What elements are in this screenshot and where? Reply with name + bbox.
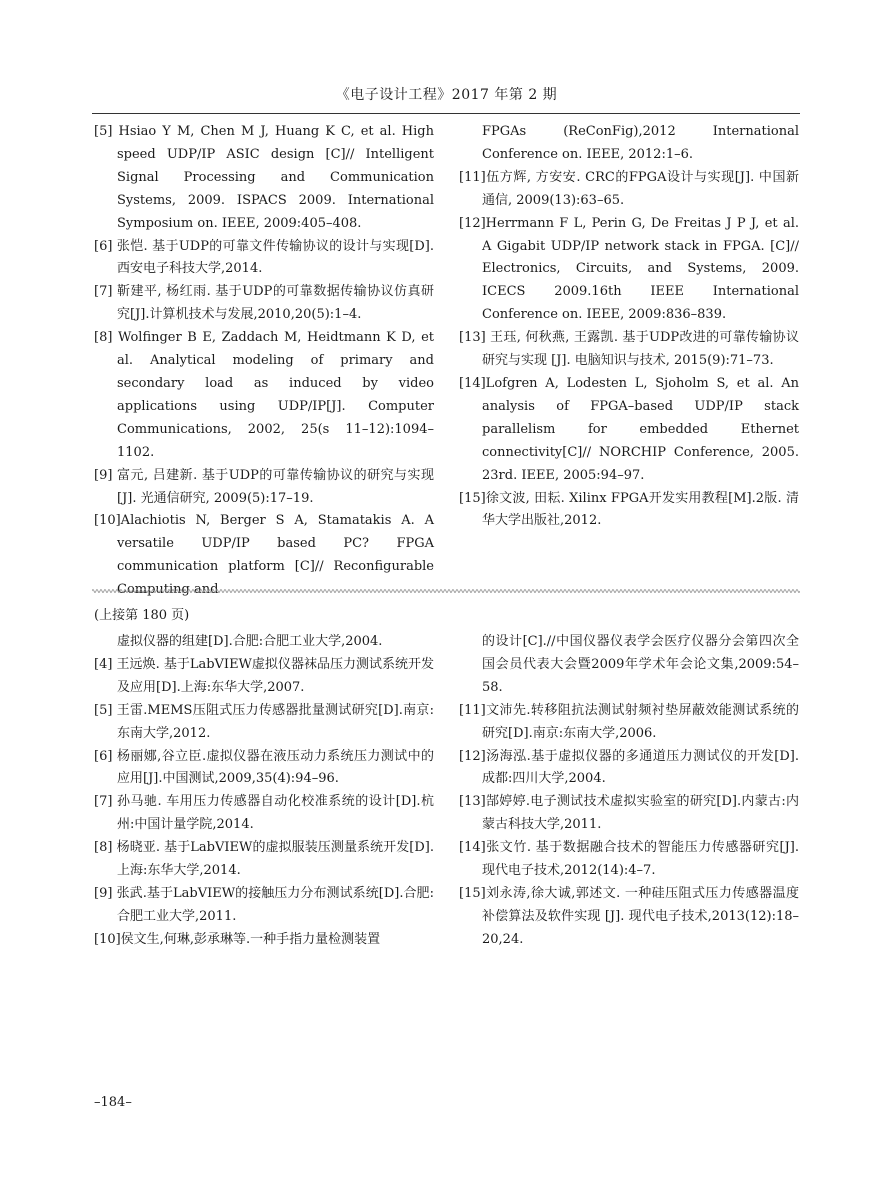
reference-item: [15]徐文波, 田耘. Xilinx FPGA开发实用教程[M].2版. 清华大学出版社,2012.: [459, 490, 799, 529]
reference-item: [12]Herrmann F L, Perin G, De Freitas J P J, et al. A Gigabit UDP/IP network stack in FPGA. [C]// Electronics, Circuits, and Systems, 2009. ICECS 2009.16th IEEE International Conference on. IEEE, 2009:836–839.: [459, 215, 799, 323]
reference-item: [7] 靳建平, 杨红雨. 基于UDP的可靠数据传输协议仿真研究[J].计算机技术与发展,2010,20(5):1–4.: [94, 284, 434, 323]
wavy-separator: [92, 588, 800, 594]
reference-item: [5] Hsiao Y M, Chen M J, Huang K C, et al. High speed UDP/IP ASIC design [C]// Intelligent Signal Processing and Communication Systems, 2009. ISPACS 2009. International Symposium on. IEEE, 2009:405–408.: [94, 124, 434, 231]
reference-item: [14]Lofgren A, Lodesten L, Sjoholm S, et al. An analysis of FPGA–based UDP/IP stack parallelism for embedded Ethernet connectivity[C]// NORCHIP Conference, 2005. 23rd. IEEE, 2005:94–97.: [459, 375, 799, 483]
reference-item: [9] 富元, 吕建新. 基于UDP的可靠传输协议的研究与实现[J]. 光通信研究, 2009(5):17–19.: [94, 467, 434, 506]
reference-item: [12]汤海泓.基于虚拟仪器的多通道压力测试仪的开发[D].成都:四川大学,2004.: [459, 748, 799, 787]
journal-header: 《电子设计工程》2017 年第 2 期: [335, 87, 558, 103]
reference-item: [14]张文竹. 基于数据融合技术的智能压力传感器研究[J]. 现代电子技术,2012(14):4–7.: [459, 840, 799, 879]
reference-item: [11]伍方辉, 方安安. CRC的FPGA设计与实现[J]. 中国新通信, 2009(13):63–65.: [459, 169, 799, 208]
reference-item: [5] 王雷.MEMS压阻式压力传感器批量测试研究[D].南京:东南大学,2012.: [94, 702, 434, 741]
reference-item: [8] 杨晓亚. 基于LabVIEW的虚拟服装压测量系统开发[D].上海:东华大学,2014.: [94, 840, 434, 879]
reference-item: [15]刘永涛,徐大诚,郭述文. 一种硅压阻式压力传感器温度补偿算法及软件实现 [J]. 现代电子技术,2013(12):18–20,24.: [459, 885, 799, 947]
reference-item: [13]郜婷婷.电子测试技术虚拟实验室的研究[D].内蒙古:内蒙古科技大学,2011.: [459, 794, 799, 833]
reference-item: [7] 孙马驰. 车用压力传感器自动化校准系统的设计[D].杭州:中国计量学院,2014.: [94, 794, 434, 833]
reference-item: [4] 王远焕. 基于LabVIEW虚拟仪器袜品压力测试系统开发及应用[D].上海:东华大学,2007.: [94, 656, 434, 695]
reference-item: [8] Wolfinger B E, Zaddach M, Heidtmann K D, et al. Analytical modeling of primary and secondary load as induced by video applications using UDP/IP[J]. Computer Communications, 2002, 25(s 11–12):1094–1102.: [94, 330, 434, 460]
reference-continuation: 虚拟仪器的组建[D].合肥:合肥工业大学,2004.: [117, 634, 383, 649]
reference-item: [10]侯文生,何琳,彭承琳等.一种手指力量检测装置: [94, 931, 381, 947]
header-rule: [92, 113, 800, 114]
reference-item: [10]Alachiotis N, Berger S A, Stamatakis A. A versatile UDP/IP based PC? FPGA communication platform [C]// Reconfigurable Computing and: [94, 513, 434, 598]
page-number: –184–: [94, 1095, 132, 1110]
continued-from-note: (上接第 180 页): [94, 608, 190, 623]
reference-item: [6] 张恺. 基于UDP的可靠文件传输协议的设计与实现[D].西安电子科技大学,2014.: [94, 238, 434, 277]
reference-item: [9] 张武.基于LabVIEW的接触压力分布测试系统[D].合肥:合肥工业大学,2011.: [94, 885, 434, 924]
reference-item: [6] 杨丽娜,谷立臣.虚拟仪器在液压动力系统压力测试中的应用[J].中国测试,2009,35(4):94–96.: [94, 748, 434, 787]
top-right-reference-column: [459, 121, 799, 533]
reference-continuation: 的设计[C].//中国仪器仪表学会医疗仪器分会第四次全国会员代表大会暨2009年学术年会论文集,2009:54–58.: [482, 634, 799, 695]
bottom-right-reference-column: [459, 631, 799, 952]
reference-continuation: FPGAs (ReConFig),2012 International Conference on. IEEE, 2012:1–6.: [482, 124, 799, 162]
reference-item: [13] 王珏, 何秋燕, 王露凯. 基于UDP改进的可靠传输协议研究与实现 [J]. 电脑知识与技术, 2015(9):71–73.: [459, 330, 799, 369]
top-left-reference-column: [94, 121, 434, 602]
reference-item: [11]文沛先.转移阻抗法测试射频衬垫屏蔽效能测试系统的研究[D].南京:东南大学,2006.: [459, 702, 799, 741]
bottom-left-reference-column: [94, 631, 434, 952]
